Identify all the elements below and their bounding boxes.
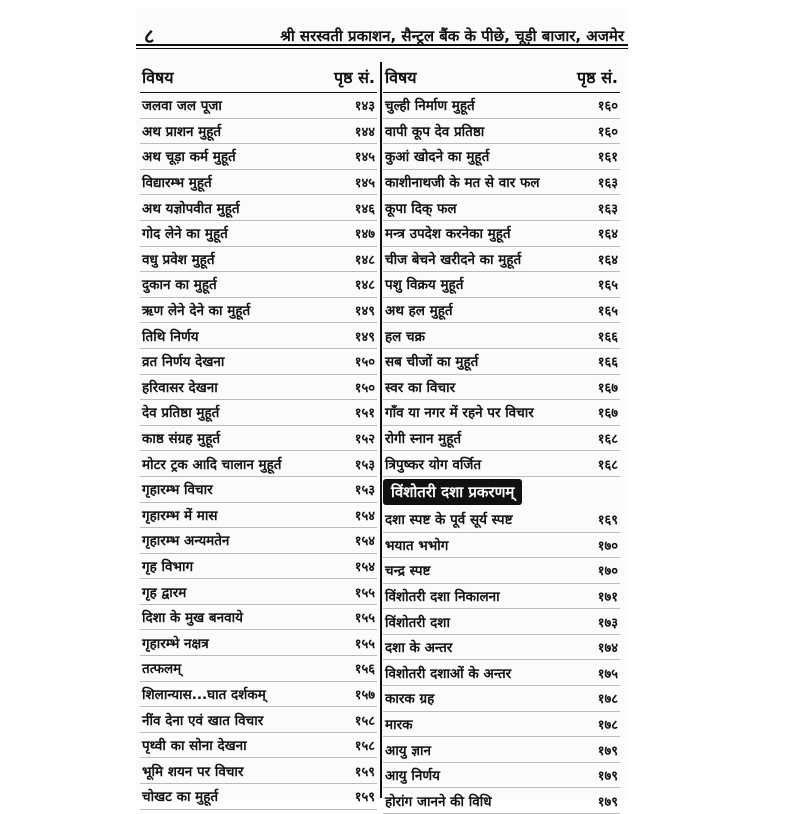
toc-entry — [383, 400, 620, 426]
toc-entry — [140, 477, 377, 503]
column-header — [140, 62, 377, 93]
toc-entry — [383, 93, 620, 119]
toc-entry — [140, 119, 377, 145]
toc-entry — [383, 584, 620, 610]
entry-title: हल चक्र — [385, 328, 425, 345]
entry-page-number: १४५ — [354, 176, 375, 192]
toc-entry — [383, 323, 620, 349]
entry-page-number: १४९ — [354, 329, 375, 345]
entry-title: गृहारम्भे नक्षत्र — [142, 635, 209, 652]
entry-page-number: १५१ — [354, 406, 375, 422]
entry-page-number: १७० — [597, 564, 618, 580]
entry-title: अथ यज्ञोपवीत मुहूर्त — [142, 200, 240, 217]
subject-heading: विषय — [142, 68, 174, 87]
entry-page-number: १४७ — [354, 227, 375, 243]
toc-entry — [140, 707, 377, 733]
entry-page-number: १६८ — [597, 457, 618, 473]
entry-title: शिलान्यास...घात दर्शकम् — [142, 686, 266, 703]
entry-title: विद्यारम्भ मुहूर्त — [142, 175, 212, 192]
entry-title: मन्त्र उपदेश करनेका मुहूर्त — [385, 226, 511, 243]
toc-entry — [140, 579, 377, 605]
toc-entry — [140, 221, 377, 247]
toc-entry — [383, 144, 620, 170]
toc-entry — [383, 507, 620, 533]
entry-title: होरांग जानने की विधि — [385, 793, 492, 810]
entry-title: अथ प्राशन मुहूर्त — [142, 123, 222, 140]
section-heading-label: विंशोतरी दशा प्रकरणम् — [383, 479, 522, 505]
entry-page-number: १६० — [597, 99, 618, 115]
entry-page-number: १४६ — [354, 201, 375, 217]
toc-entry — [383, 533, 620, 559]
entry-page-number: १५८ — [354, 739, 375, 755]
toc-entry — [140, 784, 377, 810]
toc-entry — [383, 195, 620, 221]
toc-entry — [383, 660, 620, 686]
entry-title: कुआं खोदने का मुहूर्त — [385, 149, 490, 166]
entry-page-number: १६३ — [597, 176, 618, 192]
entry-page-number: १४९ — [354, 304, 375, 320]
toc-left-list — [140, 93, 377, 810]
entry-page-number: १५३ — [354, 483, 375, 499]
section-heading — [383, 477, 620, 507]
toc-entry — [140, 554, 377, 580]
subject-heading: विषय — [385, 68, 417, 87]
entry-title: चीज बेचने खरीदने का मुहूर्त — [385, 251, 522, 268]
toc-entry — [383, 712, 620, 738]
entry-page-number: १५४ — [354, 534, 375, 550]
entry-page-number: १६९ — [597, 513, 618, 529]
toc-entry — [140, 144, 377, 170]
entry-page-number: १५९ — [354, 764, 375, 780]
toc-entry — [140, 733, 377, 759]
toc-entry — [140, 93, 377, 119]
entry-page-number: १५५ — [354, 611, 375, 627]
entry-page-number: १६० — [597, 124, 618, 140]
entry-title: दशा के अन्तर — [385, 640, 453, 657]
entry-page-number: १५५ — [354, 585, 375, 601]
toc-entry — [383, 763, 620, 789]
toc-right-list-top — [383, 93, 620, 477]
toc-entry — [383, 451, 620, 477]
toc-entry — [383, 119, 620, 145]
entry-title: वापी कूप देव प्रतिष्ठा — [385, 123, 485, 140]
entry-title: मोटर ट्रक आदि चालान मुहूर्त — [142, 456, 282, 473]
toc-entry — [383, 221, 620, 247]
toc-entry — [140, 272, 377, 298]
entry-title: देव प्रतिष्ठा मुहूर्त — [142, 405, 220, 422]
entry-title: वधु प्रवेश मुहूर्त — [142, 251, 215, 268]
header-rule — [136, 44, 628, 46]
entry-title: काष्ठ संग्रह मुहूर्त — [142, 431, 221, 448]
toc-entry — [383, 247, 620, 273]
entry-title: जलवा जल पूजा — [142, 98, 222, 115]
entry-title: चन्द्र स्पष्ट — [385, 563, 431, 580]
toc-entry — [140, 682, 377, 708]
toc-entry — [140, 426, 377, 452]
toc-right-column — [383, 62, 620, 814]
entry-page-number: १५७ — [354, 687, 375, 703]
entry-page-number: १६८ — [597, 432, 618, 448]
entry-title: चोखट का मुहूर्त — [142, 789, 219, 806]
toc-entry — [140, 349, 377, 375]
entry-page-number: १६७ — [597, 380, 618, 396]
entry-title: नींव देना एवं खात विचार — [142, 712, 264, 729]
entry-page-number: १४३ — [354, 99, 375, 115]
entry-page-number: १६४ — [597, 252, 618, 268]
entry-title: भूमि शयन पर विचार — [142, 763, 244, 780]
toc-entry — [383, 272, 620, 298]
entry-title: रोगी स्नान मुहूर्त — [385, 431, 462, 448]
entry-title: व्रत निर्णय देखना — [142, 354, 225, 371]
publisher-line: श्री सरस्वती प्रकाशन, सैन्ट्रल बैंक के पीछे, चूड़ी बाजार, अजमेर — [280, 27, 624, 45]
entry-title: सब चीजों का मुहूर्त — [385, 354, 479, 371]
entry-title: गृहारम्भ में मास — [142, 507, 218, 524]
entry-title: त्रिपुष्कर योग वर्जित — [385, 456, 482, 473]
toc-entry — [140, 195, 377, 221]
entry-title: विशोतरी दशाओं के अन्तर — [385, 665, 512, 682]
entry-page-number: १७० — [597, 538, 618, 554]
entry-page-number: १७८ — [597, 717, 618, 733]
column-divider — [380, 62, 382, 798]
entry-page-number: १७४ — [597, 641, 618, 657]
entry-page-number: १७३ — [597, 615, 618, 631]
entry-title: गृहारम्भ विचार — [142, 482, 213, 499]
entry-page-number: १५५ — [354, 636, 375, 652]
entry-title: पृथ्वी का सोना देखना — [142, 738, 247, 755]
toc-entry — [383, 375, 620, 401]
entry-page-number: १६४ — [597, 227, 618, 243]
toc-entry — [140, 170, 377, 196]
entry-page-number: १४८ — [354, 278, 375, 294]
toc-entry — [383, 737, 620, 763]
entry-page-number: १५२ — [354, 432, 375, 448]
entry-page-number: १७९ — [597, 794, 618, 810]
toc-entry — [140, 323, 377, 349]
toc-entry — [140, 298, 377, 324]
entry-page-number: १५४ — [354, 559, 375, 575]
entry-page-number: १७९ — [597, 743, 618, 759]
entry-title: ऋण लेने देने का मुहूर्त — [142, 303, 251, 320]
entry-title: कूपा दिक् फल — [385, 200, 457, 217]
entry-page-number: १५० — [354, 380, 375, 396]
entry-page-number: १७१ — [597, 589, 618, 605]
toc-entry — [383, 686, 620, 712]
entry-title: आयु ज्ञान — [385, 742, 431, 759]
entry-page-number: १७५ — [597, 666, 618, 682]
toc-entry — [140, 758, 377, 784]
entry-title: अथ चूड़ा कर्म मुहूर्त — [142, 149, 236, 166]
toc-entry — [140, 503, 377, 529]
toc-left-column — [140, 62, 377, 810]
entry-page-number: १६६ — [597, 329, 618, 345]
entry-title: आयु निर्णय — [385, 768, 440, 785]
entry-page-number: १६७ — [597, 406, 618, 422]
toc-entry — [140, 247, 377, 273]
toc-entry — [383, 426, 620, 452]
entry-title: विंशोतरी दशा — [385, 614, 450, 631]
entry-title: चुल्ही निर्माण मुहूर्त — [385, 98, 475, 115]
entry-page-number: १६६ — [597, 355, 618, 371]
entry-title: गृह द्वारम — [142, 584, 187, 601]
entry-page-number: १६१ — [597, 150, 618, 166]
toc-entry — [383, 558, 620, 584]
entry-page-number: १६५ — [597, 304, 618, 320]
entry-title: गृहारम्भ अन्यमतेन — [142, 533, 230, 550]
entry-title: भयात भभोग — [385, 537, 449, 554]
entry-title: विंशोतरी दशा निकालना — [385, 588, 500, 605]
entry-page-number: १६५ — [597, 278, 618, 294]
entry-page-number: १५० — [354, 355, 375, 371]
entry-page-number: १७८ — [597, 692, 618, 708]
toc-entry — [140, 375, 377, 401]
toc-entry — [140, 400, 377, 426]
toc-entry — [140, 528, 377, 554]
toc-entry — [383, 609, 620, 635]
entry-title: गृह विभाग — [142, 558, 194, 575]
toc-entry — [383, 788, 620, 814]
entry-title: तिथि निर्णय — [142, 328, 199, 345]
entry-page-number: १६३ — [597, 201, 618, 217]
entry-title: पशु विक्रय मुहूर्त — [385, 277, 464, 294]
entry-page-number: १५८ — [354, 713, 375, 729]
entry-title: तत्फलम् — [142, 661, 182, 678]
book-page — [136, 8, 628, 810]
entry-title: मारक — [385, 716, 413, 733]
page-heading: पृष्ठ सं. — [334, 68, 375, 87]
toc-entry — [383, 170, 620, 196]
page-heading: पृष्ठ सं. — [577, 68, 618, 87]
page-number: ८ — [144, 24, 155, 48]
toc-entry — [383, 635, 620, 661]
entry-page-number: १४५ — [354, 150, 375, 166]
entry-title: अथ हल मुहूर्त — [385, 303, 453, 320]
entry-title: गाँव या नगर में रहने पर विचार — [385, 405, 534, 422]
toc-entry — [383, 298, 620, 324]
column-header — [383, 62, 620, 93]
toc-entry — [140, 630, 377, 656]
entry-page-number: १५६ — [354, 662, 375, 678]
toc-entry — [140, 605, 377, 631]
entry-page-number: १४४ — [354, 124, 375, 140]
toc-entry — [140, 451, 377, 477]
entry-title: कारक ग्रह — [385, 691, 435, 708]
toc-entry — [140, 656, 377, 682]
entry-page-number: १७९ — [597, 769, 618, 785]
entry-title: गोद लेने का मुहूर्त — [142, 226, 228, 243]
entry-title: दशा स्पष्ट के पूर्व सूर्य स्पष्ट — [385, 512, 513, 529]
entry-page-number: १५९ — [354, 790, 375, 806]
entry-title: स्वर का विचार — [385, 379, 456, 396]
toc-entry — [383, 349, 620, 375]
entry-title: दुकान का मुहूर्त — [142, 277, 217, 294]
entry-title: दिशा के मुख बनवाये — [142, 610, 243, 627]
entry-page-number: १५३ — [354, 457, 375, 473]
toc-right-list-bottom — [383, 507, 620, 814]
entry-title: हरिवासर देखना — [142, 379, 218, 396]
entry-title: काशीनाथजी के मत से वार फल — [385, 175, 540, 192]
header-rule-thin — [136, 48, 628, 49]
entry-page-number: १४८ — [354, 252, 375, 268]
entry-page-number: १५४ — [354, 508, 375, 524]
